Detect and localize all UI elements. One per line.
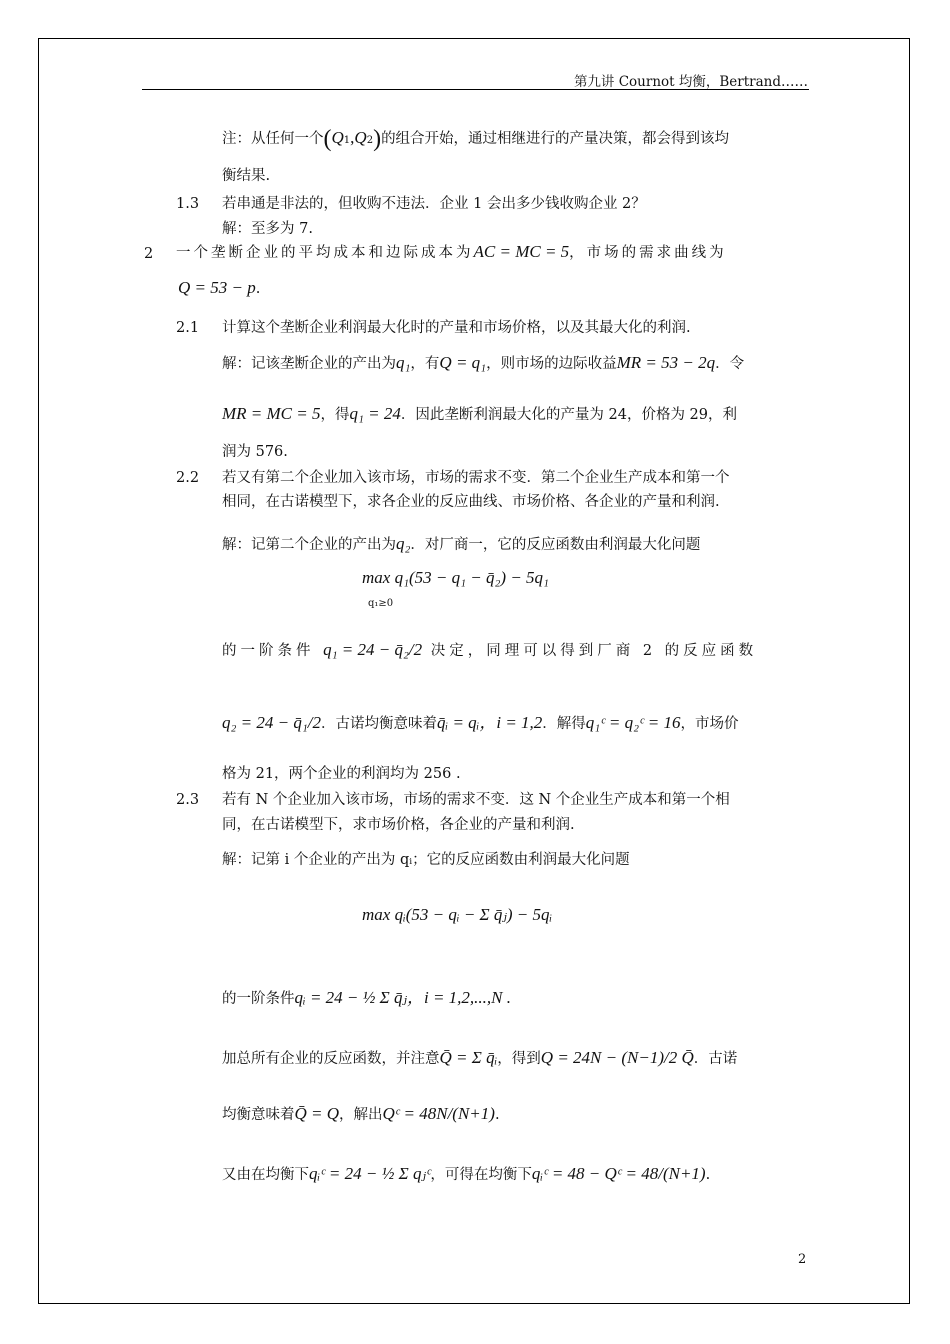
section-2-3-eq: 均衡意味着Q̄ = Q，解出Qᶜ = 48N/(N+1).: [222, 1104, 500, 1123]
section-2-num: 2: [144, 246, 154, 262]
section-2-1-answer-l3: 润为 576.: [222, 444, 288, 460]
section-2-1-num: 2.1: [176, 320, 200, 336]
section-2-2-num: 2.2: [176, 470, 200, 486]
page-number: 2: [798, 1252, 807, 1267]
section-2-2-last: 格为 21，两个企业的利润均为 256 .: [222, 766, 461, 782]
note-cont: 衡结果.: [222, 168, 271, 184]
section-2-line1: 一个垄断企业的平均成本和边际成本为AC = MC = 5，市场的需求曲线为: [176, 242, 727, 261]
header-rule: [142, 89, 809, 90]
max-problem-1: max q₁(53 − q₁ − q̄₂) − 5q₁: [362, 568, 549, 587]
section-2-3-num: 2.3: [176, 792, 200, 808]
running-header: 第九讲 Cournot 均衡，Bertrand……: [573, 74, 808, 90]
section-2-2-a1: 解：记第二个企业的产出为q₂．对厂商一，它的反应函数由利润最大化问题: [222, 534, 701, 553]
section-2-2-q1: 若又有第二个企业加入该市场，市场的需求不变．第二个企业生产成本和第一个: [222, 470, 730, 486]
section-2-3-a1: 解：记第 i 个企业的产出为 qᵢ；它的反应函数由利润最大化问题: [222, 852, 630, 868]
section-2-1-answer-l2: MR = MC = 5，得q₁ = 24．因此垄断利润最大化的产量为 24，价格为 29，利: [222, 404, 738, 423]
section-1-3-num: 1.3: [176, 196, 200, 212]
max-problem-2: max qᵢ(53 − qᵢ − Σ q̄ⱼ) − 5qᵢ: [362, 905, 553, 924]
section-2-2-foc: 的一阶条件 q₁ = 24 − q̄₂/2 决定，同理可以得到厂商 2 的反应函数: [222, 640, 758, 659]
section-2-3-foc: 的一阶条件qᵢ = 24 − ½ Σ q̄ⱼ，i = 1,2,...,N .: [222, 988, 512, 1007]
section-2-2-r2: q₂ = 24 − q̄₁/2．古诺均衡意味着q̄ᵢ = qᵢ，i = 1,2．解得q₁ᶜ = q₂ᶜ = 16，市场价: [222, 713, 739, 732]
section-2-3-q2: 同，在古诺模型下，求市场价格，各企业的产量和利润.: [222, 817, 575, 833]
note-line: 注：从任何一个(Q1,Q2)的组合开始，通过相继进行的产量决策，都会得到该均: [222, 126, 730, 152]
section-2-3-q1: 若有 N 个企业加入该市场，市场的需求不变．这 N 个企业生产成本和第一个相: [222, 792, 730, 808]
section-2-2-q2: 相同，在古诺模型下，求各企业的反应曲线、市场价格、各企业的产量和利润.: [222, 494, 720, 510]
section-2-line2: Q = 53 − p.: [178, 278, 261, 297]
section-2-1-answer-l1: 解：记该垄断企业的产出为q₁，有Q = q₁，则市场的边际收益MR = 53 − 2q．令: [222, 353, 745, 372]
section-2-3-final: 又由在均衡下qᵢᶜ = 24 − ½ Σ qⱼᶜ，可得在均衡下qᵢᶜ = 48 − Qᶜ = 48/(N+1).: [222, 1164, 711, 1183]
section-2-3-sum: 加总所有企业的反应函数，并注意Q̄ = Σ q̄ᵢ，得到Q = 24N − (N−1)/2 Q̄．古诺: [222, 1048, 738, 1067]
section-1-3-question: 若串通是非法的，但收购不违法．企业 1 会出多少钱收购企业 2？: [222, 196, 646, 212]
section-2-1-question: 计算这个垄断企业利润最大化时的产量和市场价格，以及其最大化的利润.: [222, 320, 691, 336]
max-problem-1-constraint: q₁≥0: [368, 598, 394, 609]
section-1-3-answer: 解：至多为 7.: [222, 221, 313, 237]
